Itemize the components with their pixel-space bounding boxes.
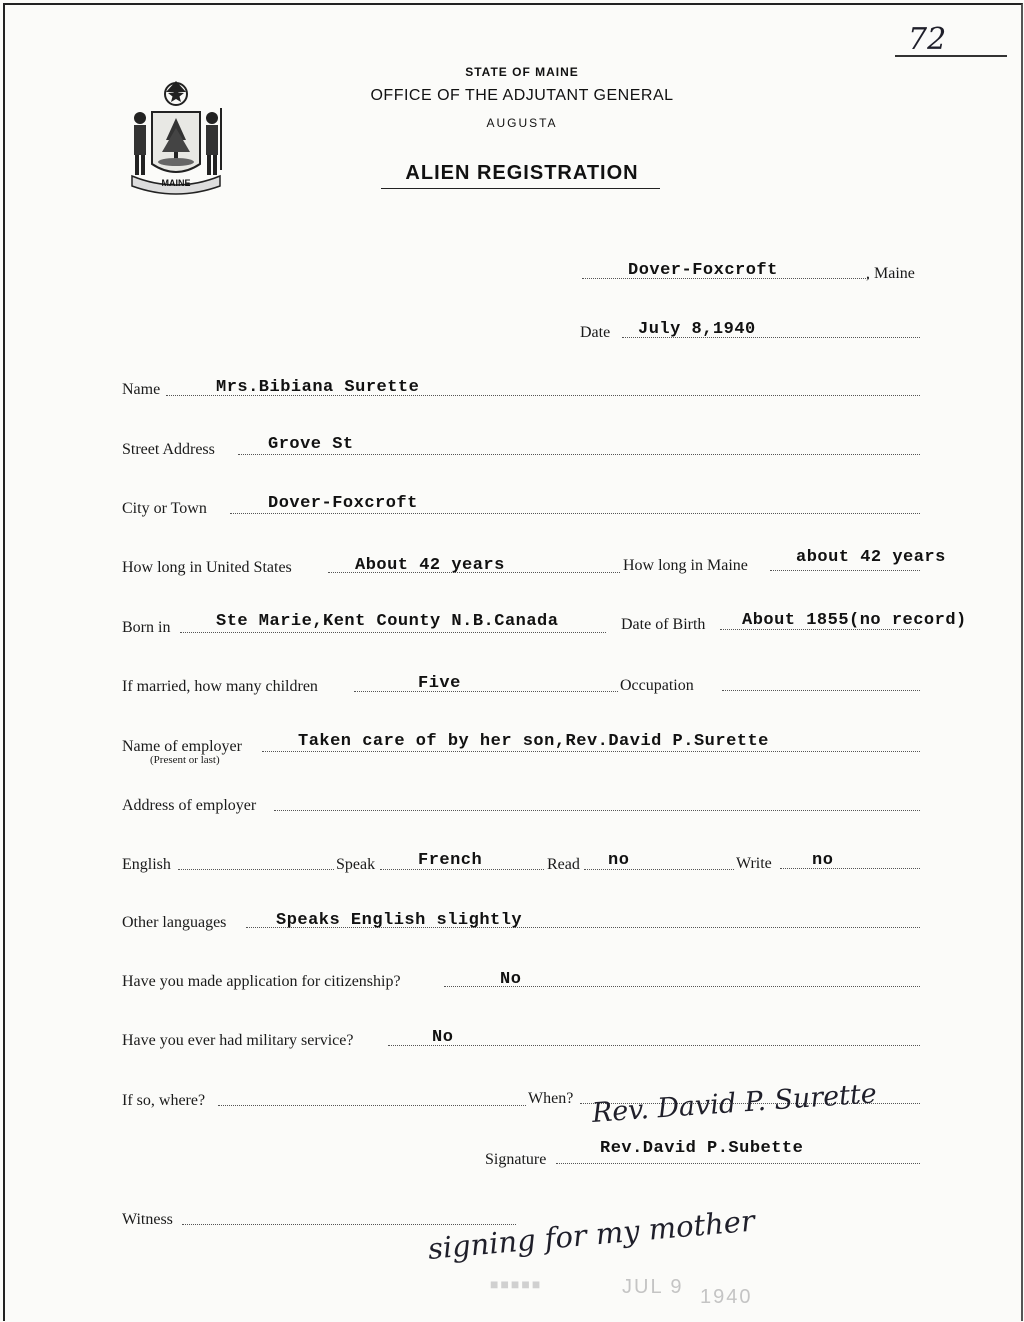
page-number: 72	[908, 22, 947, 57]
maine-time-line	[770, 570, 920, 571]
location-town-value: Dover-Foxcroft	[628, 261, 778, 280]
stamp-year: 1940	[700, 1286, 753, 1308]
military-value: No	[432, 1028, 454, 1047]
where-label: If so, where?	[122, 1092, 206, 1109]
born-in-value: Ste Marie,Kent County N.B.Canada	[216, 612, 559, 631]
dob-value: About 1855(no record)	[742, 611, 967, 630]
born-in-label: Born in	[122, 619, 171, 636]
name-value: Mrs.Bibiana Surette	[216, 378, 420, 397]
witness-label: Witness	[122, 1211, 173, 1228]
signature-label: Signature	[485, 1151, 547, 1168]
employer-label: Name of employer	[122, 738, 242, 755]
children-line	[354, 691, 618, 692]
handwritten-signature: Rev. David P. Surette	[590, 1078, 878, 1129]
location-state-suffix: , Maine	[866, 265, 915, 282]
write-line	[780, 868, 920, 869]
speak-value: French	[418, 851, 483, 870]
us-time-value: About 42 years	[355, 556, 505, 575]
write-label: Write	[736, 855, 772, 872]
received-stamp: ■■■■■	[490, 1276, 543, 1292]
english-label: English	[122, 856, 171, 873]
children-value: Five	[418, 674, 461, 693]
form-title-underline	[381, 188, 660, 189]
read-value: no	[608, 851, 630, 870]
document-border	[3, 3, 1023, 1321]
military-label: Have you ever had military service?	[122, 1032, 354, 1049]
employer-line	[262, 751, 920, 752]
typed-signature: Rev.David P.Subette	[600, 1139, 804, 1158]
header-office: OFFICE OF THE ADJUTANT GENERAL	[370, 87, 674, 104]
name-label: Name	[122, 381, 161, 398]
city-label: City or Town	[122, 500, 207, 517]
street-line	[238, 454, 920, 455]
header-city: AUGUSTA	[486, 116, 558, 130]
born-in-line	[180, 632, 606, 633]
write-value: no	[812, 851, 834, 870]
seal-banner-text: MAINE	[161, 178, 191, 188]
dob-label: Date of Birth	[621, 616, 706, 633]
form-title: ALIEN REGISTRATION	[405, 162, 639, 184]
date-value: July 8,1940	[638, 320, 756, 339]
witness-line	[182, 1224, 516, 1225]
when-label: When?	[528, 1090, 574, 1107]
stamp-date: JUL 9	[622, 1276, 684, 1298]
city-value: Dover-Foxcroft	[268, 494, 418, 513]
maine-time-value: about 42 years	[796, 548, 946, 567]
employer-address-label: Address of employer	[122, 797, 257, 814]
citizenship-value: No	[500, 970, 522, 989]
where-line	[218, 1105, 526, 1106]
other-languages-value: Speaks English slightly	[276, 911, 523, 930]
state-seal	[124, 78, 228, 198]
read-label: Read	[547, 856, 580, 873]
signature-line	[556, 1163, 920, 1164]
children-label: If married, how many children	[122, 678, 318, 695]
street-label: Street Address	[122, 441, 215, 458]
city-line	[230, 513, 920, 514]
employer-address-line	[274, 810, 920, 811]
english-line	[178, 869, 334, 870]
page-number-underline	[895, 55, 1007, 57]
citizenship-label: Have you made application for citizenship?	[122, 973, 401, 990]
occupation-line	[722, 690, 920, 691]
employer-value: Taken care of by her son,Rev.David P.Surette	[298, 732, 769, 751]
street-value: Grove St	[268, 435, 354, 454]
header-state: STATE OF MAINE	[465, 65, 579, 79]
us-time-label: How long in United States	[122, 559, 292, 576]
read-line	[584, 869, 734, 870]
other-languages-label: Other languages	[122, 914, 227, 931]
occupation-label: Occupation	[620, 677, 694, 694]
maine-time-label: How long in Maine	[623, 557, 748, 574]
employer-sublabel: (Present or last)	[150, 754, 220, 766]
handwritten-note: signing for my mother	[426, 1203, 757, 1266]
military-line	[388, 1045, 920, 1046]
date-label: Date	[580, 324, 611, 341]
speak-label: Speak	[336, 856, 376, 873]
